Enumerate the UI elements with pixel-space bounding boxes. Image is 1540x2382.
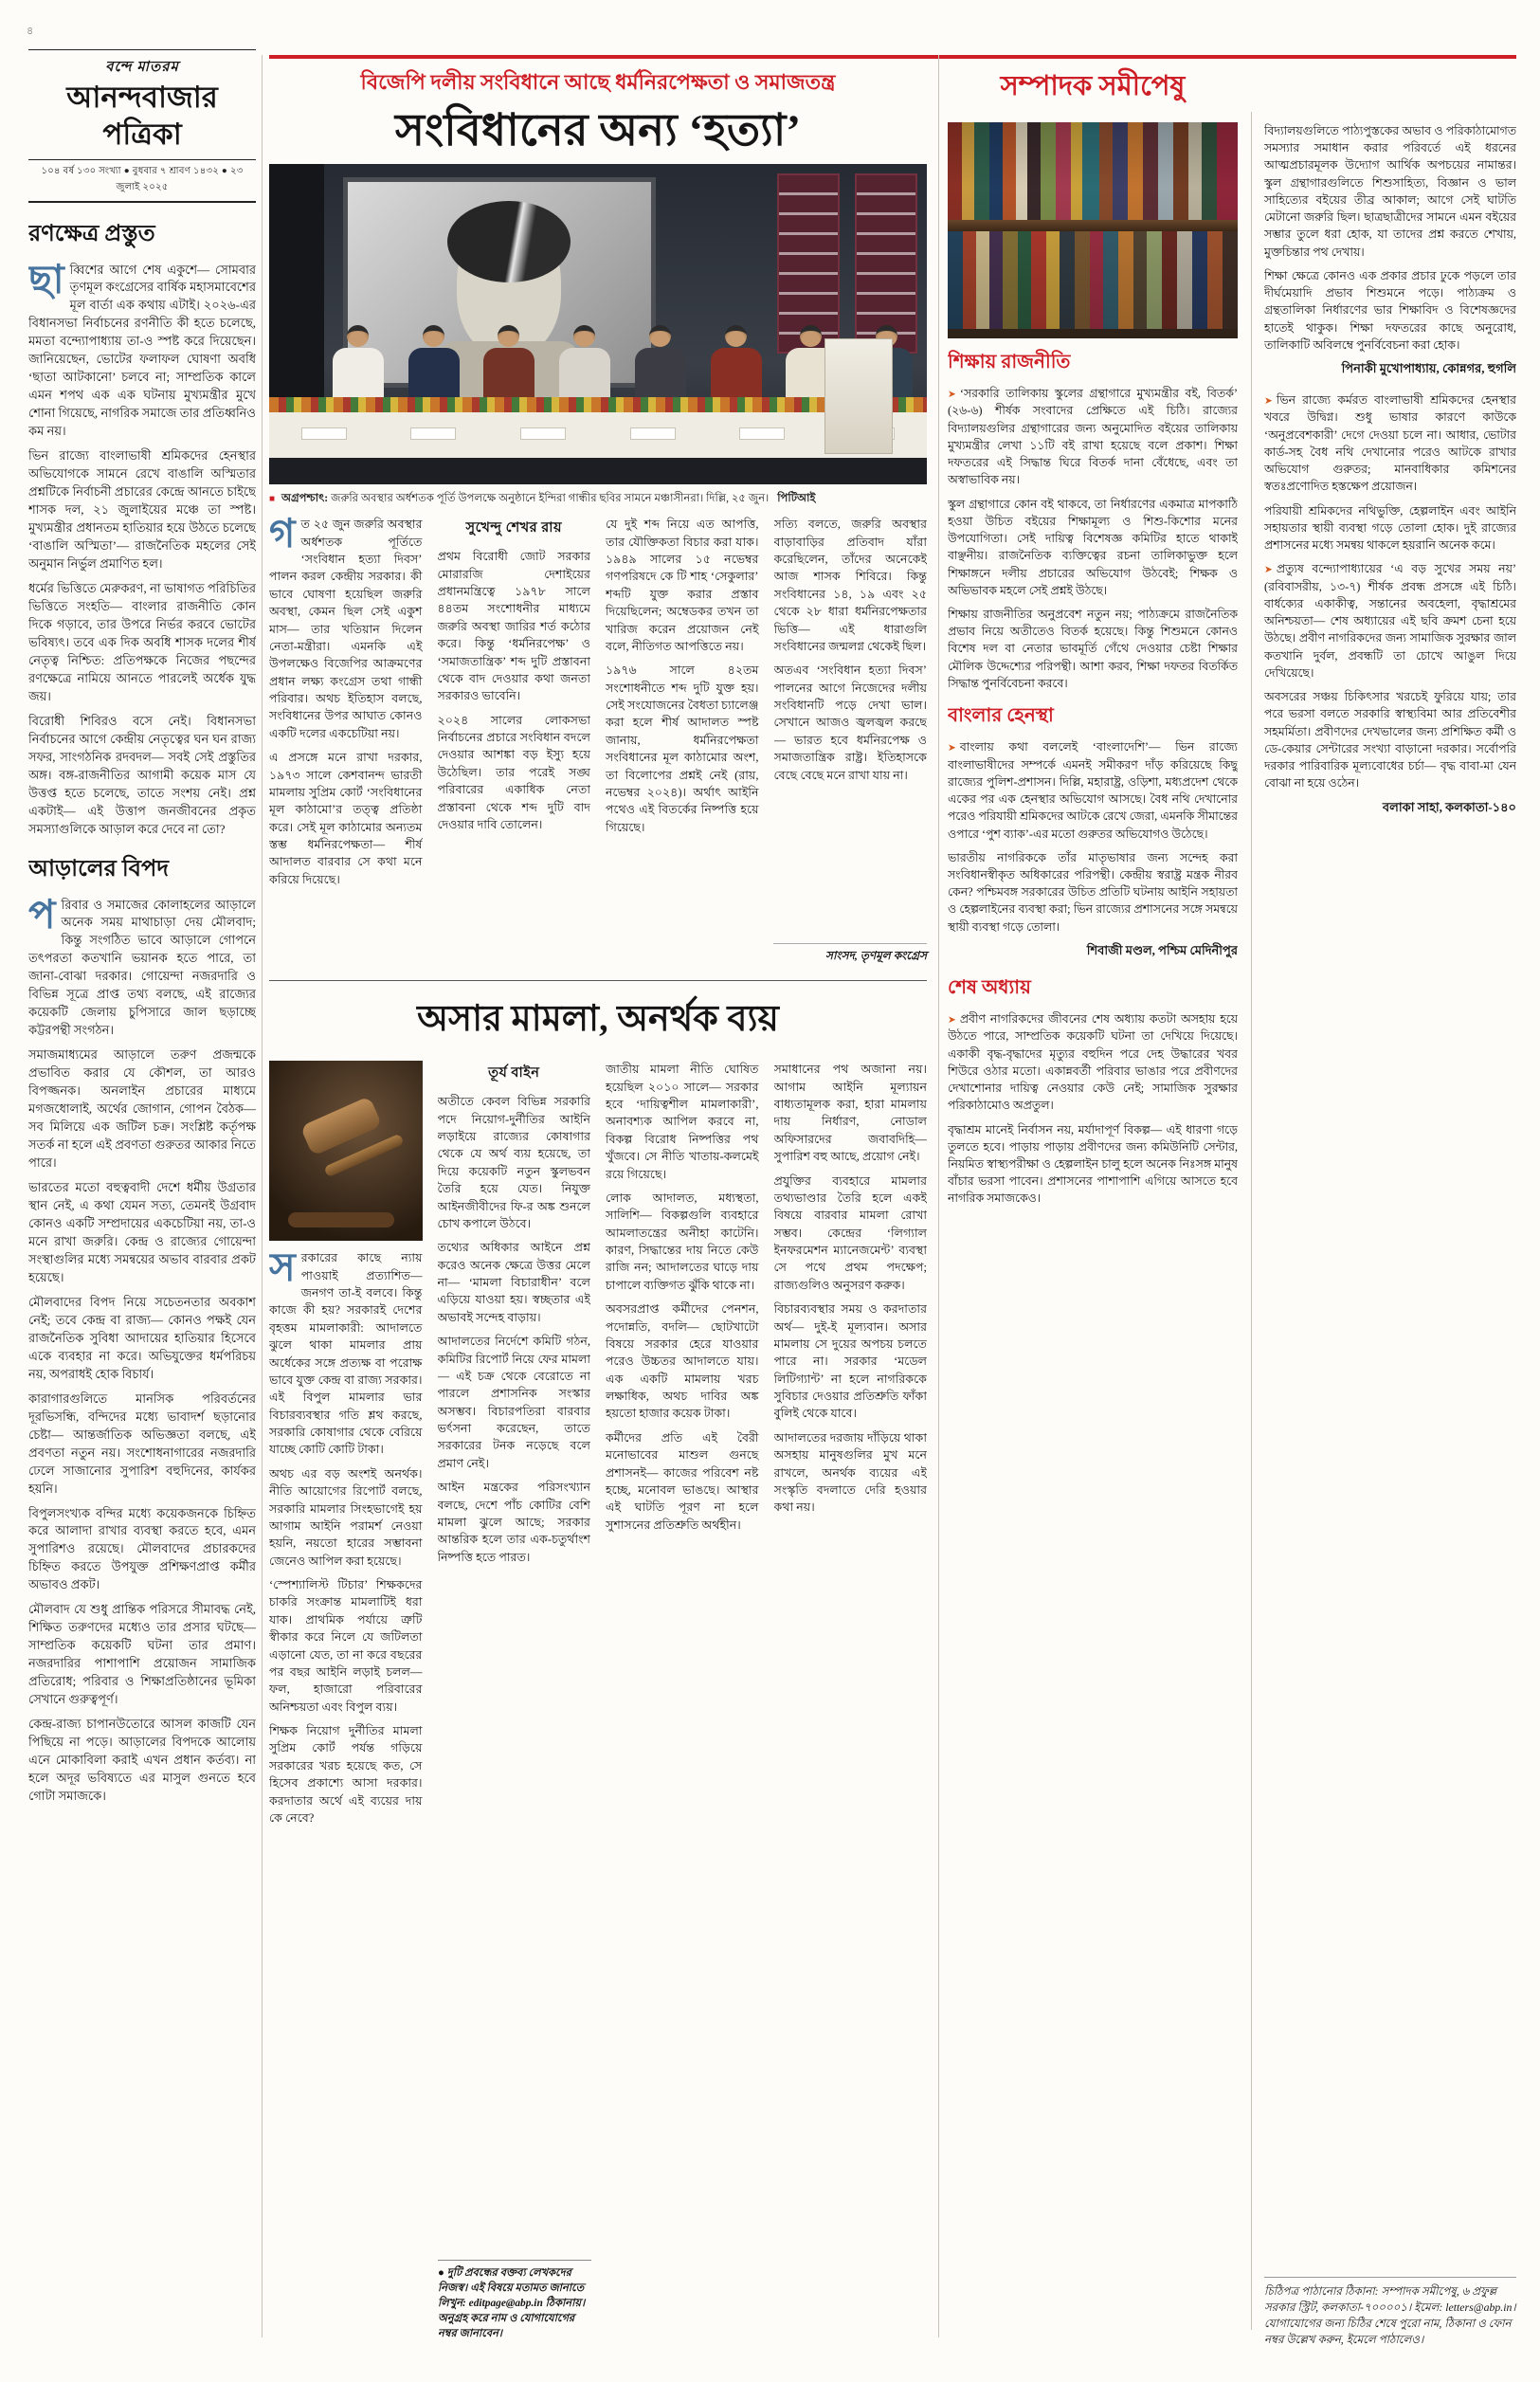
paragraph: অবসরপ্রাপ্ত কর্মীদের পেনশন, পদোন্নতি, বদলি— ছোটখাটো বিষয়ে সরকার হেরে যাওয়ার পরেও উচ্চতর আদালতে যায়। এক একটি মামলায় খরচ লক্ষাধিক, অথচ দাবির অঙ্ক হয়তো হাজার কয়েক টাকা। <box>606 1302 759 1421</box>
paragraph: ➤ প্রবীণ নাগরিকদের জীবনের শেষ অধ্যায় কতটা অসহায় হয়ে উঠতে পারে, সাম্প্রতিক কয়েকটি ঘটনা তা দেখিয়ে দিয়েছে। একাকী বৃদ্ধ-বৃদ্ধাদের মৃত্যুর বহুদিন পরে দেহ উদ্ধারের খবর শিউরে ওঠার মতো। একান্নবর্তী পরিবার ভাঙার পরে প্রবীণদের দেখাশোনার দায়িত্ব নেওয়ার কেউ নেই; সামাজিক সুরক্ষার পরিকাঠামোও অপ্রতুল। <box>948 1011 1238 1113</box>
paragraph: স্কুল গ্রন্থাগারে কোন বই থাকবে, তা নির্ধারণের একমাত্র মাপকাঠি হওয়া উচিত বইয়ের শিক্ষামূল্য ও শিশু-কিশোর মনের উপযোগিতা। সেই দায়িত্ব বিশেষজ্ঞ কমিটির হাতে থাকাই বাঞ্ছনীয়। রাজনৈতিক ব্যক্তিত্বের রচনা তালিকাভুক্ত হলে শিক্ষাঙ্গনে দলীয় প্রচারের অভিযোগ উঠবেই; শিক্ষক ও অভিভাবক মহলে সেই প্রশ্নই উঠছে। <box>948 497 1238 597</box>
bookshelf-shade <box>948 122 1238 338</box>
article-column-3 <box>606 516 759 967</box>
paragraph: বিপুলসংখ্যক বন্দির মধ্যে কয়েকজনকে চিহ্নিত করে আলাদা রাখার ব্যবস্থা করতে হবে, এমন সুপারিশও রয়েছে। মৌলবাদের প্রচারকদের চিহ্নিত করতে উপযুক্ত প্রশিক্ষণপ্রাপ্ত কর্মীর অভাবও প্রকট। <box>28 1505 256 1592</box>
event-photo <box>269 164 927 484</box>
masthead-dateline: ১০৪ বর্ষ ১৩০ সংখ্যা ● বুধবার ৭ শ্রাবণ ১৪৩২ ● ২৩ জুলাই ২০২৫ <box>28 160 256 203</box>
stage-floor <box>269 458 927 484</box>
photo-person <box>556 325 613 397</box>
paragraph: ছাব্বিশের আগে শেষ একুশে— সোমবার তৃণমূল কংগ্রেসের বার্ষিক মহাসমাবেশের মূল বার্তা এক কথায় এটাই। ২০২৬-এর বিধানসভা নির্বাচনের রণনীতি কী হতে চলেছে, মমতা বন্দ্যোপাধ্যায় তা-ও স্পষ্ট করে দিয়েছেন। জানিয়েছেন, ভোটের ফলাফল ঘোষণা অবধি ‘ছাতা আটকানো’ চলবে না; সাম্প্রতিক কালে এমন শপথ এক এক ঘটনায় মুখ্যমন্ত্রীর মুখে শোনা গিয়েছে, নাগরিক সমাজে তার প্রতিধ্বনিও কম নয়। <box>28 261 256 439</box>
paragraph: পরিযায়ী শ্রমিকদের নথিভুক্তি, হেল্পলাইন এবং আইনি সহায়তার স্থায়ী ব্যবস্থা গড়ে তোলা হোক। দুই রাজ্যের প্রশাসনের মধ্যে সমন্বয় থাকলে হয়রানি অনেক কমে। <box>1264 503 1516 553</box>
paragraph: শিক্ষা ক্ষেত্রে কোনও এক প্রকার প্রচার ঢুকে পড়লে তার দীর্ঘমেয়াদি প্রভাব শিশুমনে পড়ে। পাঠ্যক্রম ও গ্রন্থতালিকা নির্ধারণের ভার শিক্ষাবিদ ও বিশেষজ্ঞদের হাতেই থাকুক। শিক্ষা দফতরের কাছে অনুরোধ, তালিকাটি অবিলম্বে পুনর্বিবেচনা করা হোক। <box>1264 268 1516 352</box>
editorial-second <box>28 851 256 2354</box>
dropcap: গ <box>269 516 296 557</box>
article-byline: সুখেন্দু শেখর রায় <box>465 520 562 536</box>
paragraph: অথচ এর বড় অংশই অনর্থক। নীতি আয়োগের রিপোর্ট বলছে, সরকারি মামলার সিংহভাগেই হয় আগাম আইনি পরামর্শ নেওয়া হয়নি, নয়তো হারের সম্ভাবনা জেনেও আপিল করা হয়েছে। <box>269 1466 423 1568</box>
paragraph: আইন মন্ত্রকের পরিসংখ্যান বলছে, দেশে পাঁচ কোটির বেশি মামলা ঝুলে আছে; সরকার আন্তরিক হলে তার এক-চতুর্থাংশ নিষ্পত্তি হতে পারত। <box>437 1481 590 1564</box>
paragraph: ১৯৭৬ সালে ৪২তম সংশোধনীতে শব্দ দুটি যুক্ত হয়। সেই সংযোজনের বৈধতা চ্যালেঞ্জ করা হলে শীর্ষ আদালত স্পষ্ট জানায়, ধর্মনিরপেক্ষতা সংবিধানের মূল কাঠামোর অংশ, তা বিলোপের প্রশ্নই নেই (রায়, নভেম্বর ২০২৪)। অর্থাৎ আইনি পথেও এই বিতর্কের নিষ্পত্তি হয়ে গিয়েছে। <box>606 664 759 834</box>
paragraph: ➤ প্রত্যুষ বন্দ্যোপাধ্যায়ের ‘এ বড় সুখের সময় নয়’ (রবিবাসরীয়, ১৩-৭) শীর্ষক প্রবন্ধ প্রসঙ্গে এই চিঠি। বার্ধক্যের একাকীত্ব, সন্তানের অবহেলা, বৃদ্ধাশ্রমের অনিশ্চয়তা— শেষ অধ্যায়ের এই ছবি ক্রমশ চেনা হয়ে উঠছে। প্রবীণ নাগরিকদের জন্য সামাজিক সুরক্ষার জাল কতখানি দুর্বল, প্রবন্ধটি তা চোখে আঙুল দিয়ে দেখিয়েছে। <box>1264 562 1516 680</box>
letter-signature: পিনাকী মুখোপাধ্যায়, কোন্নগর, হুগলি <box>1341 361 1516 376</box>
photo-person <box>480 325 537 397</box>
arrow-bullet-icon: ➤ <box>1264 565 1273 576</box>
podium <box>824 338 893 454</box>
paragraph: গত ২৫ জুন জরুরি অবস্থার অর্ধশতক পূর্তিতে ‘সংবিধান হত্যা দিবস’ পালন করল কেন্দ্রীয় সরকার। কী ভাবে ঘোষণা হয়েছিল জরুরি অবস্থা, কেমন ছিল সেই একুশ মাস— তার খতিয়ান দিলেন নেতা-মন্ত্রীরা। এমনকি এই উপলক্ষেও বিজেপির আক্রমণের প্রধান লক্ষ্য কংগ্রেস তথা গান্ধী পরিবার। অথচ ইতিহাস বলছে, সংবিধানের উপর আঘাত কোনও একটি দলের একচেটিয়া নয়। <box>269 516 423 740</box>
paragraph: ➤ ‘সরকারি তালিকায় স্কুলের গ্রন্থাগারে মুখ্যমন্ত্রীর বই, বিতর্ক’ (২৬-৬) শীর্ষক সংবাদের প্রেক্ষিতে এই চিঠি। রাজ্যের বিদ্যালয়গুলির গ্রন্থাগারের জন্য অনুমোদিত বইয়ের তালিকায় মুখ্যমন্ত্রীর লেখা ১১টি বই রাখা হয়েছে বলে প্রকাশ। শিক্ষা দফতরের এই সিদ্ধান্ত ঘিরে বিতর্ক দানা বেঁধেছে, এবং তা অস্বাভাবিক নয়। <box>948 387 1238 487</box>
paragraph: ভারতীয় নাগরিককে তাঁর মাতৃভাষার জন্য সন্দেহ করা সংবিধানস্বীকৃত অধিকারের পরিপন্থী। কেন্দ্রীয় স্বরাষ্ট্র মন্ত্রক নীরব কেন? পশ্চিমবঙ্গ সরকারের উচিত প্রতিটি ঘটনায় আইনি সহায়তা ও হেল্পলাইনের ব্যবস্থা করা; ভিন রাজ্যের প্রশাসনের সঙ্গে সমন্বয়ে স্থায়ী ব্যবস্থা গড়ে তোলা। <box>948 850 1238 934</box>
editorial-footnote: ● দুটি প্রবন্ধের বক্তব্য লেখকদের নিজস্ব। এই বিষয়ে মতামত জানাতে লিখুন: editpage@abp.in ঠিকানায়। অনুগ্রহ করে নাম ও যোগাযোগের নম্বর জানাবেন। <box>438 2260 591 2342</box>
article-column-4 <box>774 1061 928 2342</box>
paragraph: অতএব ‘সংবিধান হত্যা দিবস’ পালনের আগে নিজেদের দলীয় সংবিধানটি পড়ে দেখা ভাল। সেখানে আজও জ্বলজ্বল করছে— ভারত হবে ধর্মনিরপেক্ষ ও সমাজতান্ত্রিক রাষ্ট্র। ইতিহাসকে বেছে বেছে মনে রাখা যায় না। <box>773 664 927 782</box>
paragraph: প্রথম বিরোধী জোট সরকার মোরারজি দেশাইয়ের প্রধানমন্ত্রিত্বে ১৯৭৮ সালে ৪৪তম সংশোধনীর মাধ্যমে জরুরি অবস্থা জারির শর্ত কঠোর করে। কিন্তু ‘ধর্মনিরপেক্ষ’ ও ‘সমাজতান্ত্রিক’ শব্দ দুটি প্রস্তাবনা থেকে বাদ দেওয়ার কথা জনতা সরকারও ভাবেনি। <box>437 550 590 703</box>
photo-person <box>330 325 387 397</box>
dropcap: স <box>269 1246 296 1291</box>
paragraph: আদালতের দরজায় দাঁড়িয়ে থাকা অসহায় মানুষগুলির মুখ মনে রাখলে, অনর্থক ব্যয়ের এই সংস্কৃতি বদলাতে দেরি হওয়ার কথা নয়। <box>773 1430 927 1515</box>
paragraph: মৌলবাদের বিপদ নিয়ে সচেতনতার অবকাশ নেই; তবে কেন্দ্র বা রাজ্য— কোনও পক্ষই যেন রাজনৈতিক সুবিধা আদায়ের হাতিয়ার হিসেবে একে ব্যবহার না করে। অভিযুক্তের ধর্মপরিচয় নয়, অপরাধই হোক বিচার্য। <box>28 1294 256 1381</box>
paragraph: বিরোধী শিবিরও বসে নেই। বিধানসভা নির্বাচনের আগে কেন্দ্রীয় নেতৃত্বের ঘন ঘন রাজ্য সফর, সাংগঠনিক রদবদল— সবই সেই প্রস্তুতির অঙ্গ। বঙ্গ-রাজনীতির আগামী কয়েক মাস যে উত্তপ্ত হতে চলেছে, তাতে সংশয় নেই। প্রশ্ন একটাই— এই উত্তাপ জনজীবনের প্রকৃত সমস্যাগুলিকে আড়াল করে দেবে না তো? <box>28 713 256 836</box>
paragraph: ২০২৪ সালের লোকসভা নির্বাচনের প্রচারে সংবিধান বদলে দেওয়ার আশঙ্কা বড় ইস্যু হয়ে উঠেছিল। তার পরেই সঙ্ঘ পরিবারের একাধিক নেতা প্রস্তাবনা থেকে শব্দ দুটি বাদ দেওয়ার দাবি তোলেন। <box>437 713 590 831</box>
letters-columns <box>948 122 1516 2348</box>
letters-column-a <box>948 122 1238 2348</box>
second-article-columns <box>269 1061 927 2342</box>
editorial-first-body <box>28 262 256 842</box>
paragraph: ➤ ভিন রাজ্যে কর্মরত বাংলাভাষী শ্রমিকদের হেনস্থার খবরে উদ্বিগ্ন। শুধু ভাষার কারণে কাউকে ‘অনুপ্রবেশকারী’ দেগে দেওয়া চলে না। আধার, ভোটার কার্ড-সহ বৈধ নথি দেখানোর পরেও আটকে রাখার অভিযোগ গুরুতর; মানবাধিকার কমিশনের স্বতঃপ্রণোদিত হস্তক্ষেপ প্রয়োজন। <box>1264 393 1516 494</box>
photo-person <box>708 325 765 397</box>
paragraph: এ প্রসঙ্গে মনে রাখা দরকার, ১৯৭৩ সালে কেশবানন্দ ভারতী মামলায় সুপ্রিম কোর্ট ‘সংবিধানের মূল কাঠামো’র তত্ত্ব প্রতিষ্ঠা করে। সেই মূল কাঠামোর অন্যতম স্তম্ভ ধর্মনিরপেক্ষতা— শীর্ষ আদালত বারবার সে কথা মনে করিয়ে দিয়েছে। <box>269 751 423 886</box>
letter-subhead: বাংলার হেনস্থা <box>948 705 1054 727</box>
paragraph: শিক্ষক নিয়োগ দুর্নীতির মামলা সুপ্রিম কোর্ট পর্যন্ত গড়িয়ে সরকারের খরচ হয়েছে কত, সে হিসেব প্রকাশ্যে আসা দরকার। করদাতার অর্থে এই ব্যয়ের দায় কে নেবে? <box>269 1724 423 1825</box>
paragraph: ভিন রাজ্যে বাংলাভাষী শ্রমিকদের হেনস্থার অভিযোগকে সামনে রেখে বাঙালি অস্মিতার প্রশ্নটিকে নির্বাচনী প্রচারের কেন্দ্রে আনতে চাইছে শাসক দল, ২১ জুলাইয়ের মঞ্চে তা স্পষ্ট। মুখ্যমন্ত্রীর প্রধানতম হাতিয়ার হয়ে উঠতে চলেছে ‘বাঙালি অস্মিতা’— রাজনৈতিক মহলের সেই অনুমান নির্ভুল প্রমাণিত হল। <box>28 448 256 571</box>
caption-credit: পিটিআই <box>777 492 816 505</box>
article-byline: তূর্য বাইন <box>488 1065 540 1082</box>
arrow-bullet-icon: ➤ <box>948 1014 956 1026</box>
caption-marker: ■ <box>269 494 276 505</box>
paragraph: আদালতের নির্দেশে কমিটি গঠন, কমিটির রিপোর্ট নিয়ে ফের মামলা— এই চক্র থেকে বেরোতে না পারলে প্রশাসনিক সংস্কার অসম্ভব। বিচারপতিরা বারবার ভর্ৎসনা করেছেন, তাতে সরকারের টনক নড়েছে বলে প্রমাণ নেই। <box>437 1335 590 1470</box>
masthead-title: আনন্দবাজার পত্রিকা <box>28 80 256 160</box>
paragraph: ➤ বাংলায় কথা বললেই ‘বাংলাদেশি’— ভিন রাজ্যে বাংলাভাষীদের সম্পর্কে এমনই সমীকরণ দাঁড় করিয়েছে কিছু রাজ্যের পুলিশ-প্রশাসন। দিল্লি, মহারাষ্ট্র, ওড়িশা, মধ্যপ্রদেশ থেকে একের পর এক হেনস্থার অভিযোগ আসছে। বৈধ নথি দেখানোর পরেও পরিযায়ী শ্রমিকদের আটকে রেখে জেরা, এমনকি সীমান্তের ওপারে ‘পুশ ব্যাক’-এর মতো গুরুতর অভিযোগও উঠেছে। <box>948 740 1238 841</box>
left-column <box>28 49 256 2353</box>
caption-label: অগ্রপশ্চাৎ: <box>281 492 329 505</box>
dropcap: ছা <box>28 261 64 302</box>
paragraph: ভারতের মতো বহুত্ববাদী দেশে ধর্মীয় উগ্রতার স্থান নেই, এ কথা যেমন সত্য, তেমনই উগ্রবাদ কোনও একটি সম্প্রদায়ের একচেটিয়া নয়, তা-ও মনে রাখা জরুরি। কেন্দ্র ও রাজ্যের গোয়েন্দা সংস্থাগুলির মধ্যে সমন্বয়ের অভাব বারবার প্রকট হয়েছে। <box>28 1180 256 1284</box>
gavel-photo <box>269 1061 423 1241</box>
article-column-1 <box>269 516 423 967</box>
caption-text: জরুরি অবস্থার অর্ধশতক পূর্তি উপলক্ষে অনুষ্ঠানে ইন্দিরা গান্ধীর ছবির সামনে মঞ্চাসীনরা। দিল্লি, ২৫ জুন। <box>331 492 770 505</box>
photo-caption <box>269 491 927 506</box>
letters-header: সম্পাদক সমীপেষু <box>1000 71 1186 101</box>
letters-column-b <box>1264 122 1516 2348</box>
paragraph: কেন্দ্র-রাজ্য চাপানউতোরে আসল কাজটি যেন পিছিয়ে না পড়ে। আড়ালের বিপদকে আলোয় এনে মোকাবিলা করাই এখন প্রধান কর্তব্য। না হলে অদূর ভবিষ্যতে এর মাসুল গুনতে হবে গোটা সমাজকে। <box>28 1717 256 1804</box>
paragraph: লোক আদালত, মধ্যস্থতা, সালিশি— বিকল্পগুলি ব্যবহারে আমলাতন্ত্রের অনীহা কাটেনি। কারণ, সিদ্ধান্তের দায় নিতে কেউ রাজি নন; আদালতের ঘাড়ে দায় চাপালে ব্যক্তিগত ঝুঁকি থাকে না। <box>606 1191 759 1292</box>
editorial-first <box>28 216 256 842</box>
paragraph: বৃদ্ধাশ্রম মানেই নির্বাসন নয়, মর্যাদাপূর্ণ বিকল্প— এই ধারণা গড়ে তুলতে হবে। পাড়ায় পাড়ায় প্রবীণদের জন্য কমিউনিটি সেন্টার, নিয়মিত স্বাস্থ্যপরীক্ষা ও হেল্পলাইন চালু হলে অনেক নিঃসঙ্গ মানুষ বাঁচার ভরসা পাবেন। প্রশাসনের পাশাপাশি এগিয়ে আসতে হবে নাগরিক সমাজকেও। <box>948 1122 1238 1206</box>
article-column-2 <box>438 1061 591 2342</box>
article-column-3 <box>606 1061 759 2342</box>
photo-person <box>632 325 689 397</box>
paragraph: কর্মীদের প্রতি এই বৈরী মনোভাবের মাশুল গুনছে প্রশাসনই— কাজের পরিবেশ নষ্ট হচ্ছে, মনোবল ভাঙছে। আস্থার এই ঘাটতি পূরণ না হলে সুশাসনের প্রতিশ্রুতি অর্থহীন। <box>606 1430 759 1532</box>
author-tag: সাংসদ, তৃণমূল কংগ্রেস <box>773 943 927 967</box>
gavel-sound-block <box>288 1212 394 1227</box>
column-divider-right <box>938 55 939 2337</box>
editorial-second-body <box>28 897 256 2354</box>
letters-address-note: চিঠিপত্র পাঠানোর ঠিকানা: সম্পাদক সমীপেষু, ৬ প্রফুল্ল সরকার স্ট্রিট, কলকাতা-৭০০০০১। ইমেল: letters@abp.in। যোগাযোগের জন্য চিঠির শেষে পুরো নাম, ঠিকানা ও ফোন নম্বর উল্লেখ করুন, ইমেলে পাঠালেও। <box>1264 2277 1516 2348</box>
second-article-title: অসার মামলা, অনর্থক ব্যয় <box>417 999 779 1040</box>
column-text <box>269 1246 423 1827</box>
paragraph: জাতীয় মামলা নীতি ঘোষিত হয়েছিল ২০১০ সালে— সরকার হবে ‘দায়িত্বশীল মামলাকারী’, অনাবশ্যক আপিল করবে না, বিকল্প বিরোধ নিষ্পত্তির পথ খুঁজবে। সে নীতি খাতায়-কলমেই রয়ে গিয়েছে। <box>606 1063 759 1181</box>
letter-subhead: শিক্ষায় রাজনীতি <box>948 352 1071 373</box>
article-column-4 <box>774 516 928 967</box>
paragraph: অতীতে কেবল বিভিন্ন সরকারি পদে নিয়োগ-দুর্নীতির আইনি লড়াইয়ে রাজ্যের কোষাগার থেকে যে অর্থ ব্যয় হয়েছে, তা দিয়ে কয়েকটি নতুন স্কুলভবন তৈরি হয়ে যেত। নিযুক্ত আইনজীবীদের ফি-র অঙ্ক শুনলে চোখ কপালে উঠবে। <box>437 1095 590 1230</box>
arrow-bullet-icon: ➤ <box>1264 396 1273 408</box>
column-text <box>948 348 1238 1208</box>
lead-strap: বিজেপি দলীয় সংবিধানে আছে ধর্মনিরপেক্ষতা ও সমাজতন্ত্র <box>360 70 836 94</box>
article-column-2 <box>438 516 591 967</box>
paragraph: পরিবার ও সমাজের কোলাহলের আড়ালে অনেক সময় মাথাচাড়া দেয় মৌলবাদ; কিন্তু সংগঠিত ভাবে আড়ালে গোপনে তৎপরতা কতখানি ভয়ানক হতে পারে, তা জানা-বোঝা দরকার। গোয়েন্দা নজরদারি ও বিভিন্ন সূত্রে প্রাপ্ত তথ্য বলছে, এই রাজ্যের কয়েকটি জেলায় চুপিসারে জাল ছড়াচ্ছে কট্টরপন্থী সংগঠন। <box>28 896 256 1038</box>
arrow-bullet-icon: ➤ <box>948 743 956 755</box>
paragraph: বিদ্যালয়গুলিতে পাঠ্যপুস্তকের অভাব ও পরিকাঠামোগত সমস্যার সমাধান করার পরিবর্তে এই ধরনের আত্মপ্রচারমূলক উদ্যোগ আর্থিক অপচয়ের নামান্তর। স্কুল গ্রন্থাগারগুলিতে শিশুসাহিত্য, বিজ্ঞান ও ভাল সাহিত্যের বইয়ের তীব্র আকাল; আগে সেই ঘাটতি মেটানো জরুরি ছিল। ছাত্রছাত্রীদের সামনে এমন বইয়ের সম্ভার তুলে ধরা হোক, যা তাদের প্রশ্ন করতে শেখায়, মুক্তচিন্তার পথ দেখায়। <box>1264 124 1516 259</box>
editorial-second-title: আড়ালের বিপদ <box>28 856 169 882</box>
books-photo <box>948 122 1238 338</box>
letter-subhead: শেষ অধ্যায় <box>948 976 1031 998</box>
paragraph: প্রযুক্তির ব্যবহারে মামলার তথ্যভাণ্ডার তৈরি হলে একই বিষয়ে বারবার মামলা রোখা সম্ভব। কেন্দ্রের ‘লিগ্যাল ইনফরমেশন ম্যানেজমেন্ট’ ব্যবস্থা সে পথে প্রথম পদক্ষেপ; রাজ্যগুলিও অনুসরণ করুক। <box>773 1173 927 1292</box>
paragraph: যে দুই শব্দ নিয়ে এত আপত্তি, তার যৌক্তিকতা বিচার করা যাক। ১৯৪৯ সালের ১৫ নভেম্বর গণপরিষদে কে টি শাহ ‘সেকুলার’ শব্দটি যুক্ত করার প্রস্তাব দিয়েছিলেন; অম্বেডকর তখন তা খারিজ করেন প্রয়োজন নেই বলে, নীতিগত আপত্তিতে নয়। <box>606 518 759 653</box>
paragraph: ‘স্পেশ্যালিস্ট টিচার’ শিক্ষকদের চাকরি সংক্রান্ত মামলাটিই ধরা যাক। প্রাথমিক পর্যায়ে ত্রুটি স্বীকার করে নিলে যে জটিলতা এড়ানো যেত, তা না করে বছরের পর বছর আইনি লড়াই চলল— ফল, হাজারো পরিবারের অনিশ্চয়তা এবং বিপুল ব্যয়। <box>269 1578 423 1714</box>
letter-signature: শিবাজী মণ্ডল, পশ্চিম মেদিনীপুর <box>1086 942 1238 957</box>
article-divider <box>269 980 927 981</box>
paragraph: সমাধানের পথ অজানা নয়। আগাম আইনি মূল্যায়ন বাধ্যতামূলক করা, হারা মামলায় দায় নির্ধারণ, নোডাল অফিসারদের জবাবদিহি— সুপারিশ বহু আছে, প্রয়োগ নেই। <box>773 1063 927 1164</box>
photo-person <box>406 325 462 397</box>
dropcap: প <box>28 896 56 937</box>
paragraph: বিচারব্যবস্থার সময় ও করদাতার অর্থ— দুই-ই মূল্যবান। অসার মামলায় সে দুয়ের অপচয় চলতে পারে না। সরকার ‘মডেল লিটিগ্যান্ট’ না হলে নাগরিককে সুবিচার দেওয়ার প্রতিশ্রুতি ফাঁকা বুলিই থেকে যাবে। <box>773 1302 927 1421</box>
portrait-hair <box>447 201 571 282</box>
paragraph: সরকারের কাছে ন্যায় পাওয়াই প্রত্যাশিত— জনগণ তা-ই বলবে। কিন্তু কাজে কী হয়? সরকারই দেশের বৃহত্তম মামলাকারী: আদালতে ঝুলে থাকা মামলার প্রায় অর্ধেকের সঙ্গে প্রত্যক্ষ বা পরোক্ষ ভাবে যুক্ত কেন্দ্র বা রাজ্য সরকার। এই বিপুল মামলার ভার বিচারব্যবস্থার গতি শ্লথ করছে, সরকারি কোষাগার থেকে বেরিয়ে যাচ্ছে কোটি কোটি টাকা। <box>269 1246 423 1457</box>
center-column <box>269 59 927 2342</box>
arrow-bullet-icon: ➤ <box>948 390 956 400</box>
letters-section <box>948 59 1516 2348</box>
paragraph: অবসরের সঞ্চয় চিকিৎসার খরচেই ফুরিয়ে যায়; তার পরে ভরসা বলতে সরকারি স্বাস্থ্যবিমা আর প্রতিবেশীর সহমর্মিতা। প্রবীণদের দেখভালের জন্য প্রশিক্ষিত কর্মী ও ডে-কেয়ার সেন্টারের সংখ্যা বাড়ানো দরকার। সর্বোপরি দরকার পারিবারিক মূল্যবোধের চর্চা— বৃদ্ধ বাবা-মা যেন বোঝা না হয়ে ওঠেন। <box>1264 690 1516 791</box>
lead-title: সংবিধানের অন্য ‘হত্যা’ <box>394 106 802 155</box>
column-divider-left <box>262 55 263 2337</box>
masthead-slogan: বন্দে মাতরম <box>105 60 179 75</box>
paragraph: মৌলবাদ যে শুধু প্রান্তিক পরিসরে সীমাবদ্ধ নেই, শিক্ষিত তরুণদের মধ্যেও তার প্রসার ঘটছে— সাম্প্রতিক কয়েকটি ঘটনা তার প্রমাণ। নজরদারির পাশাপাশি প্রয়োজন সামাজিক প্রতিরোধ; পরিবার ও শিক্ষাপ্রতিষ্ঠানের ভূমিকা সেখানে গুরুত্বপূর্ণ। <box>28 1602 256 1707</box>
page-number: ৪ <box>27 26 34 37</box>
paragraph: শিক্ষায় রাজনীতির অনুপ্রবেশ নতুন নয়; পাঠ্যক্রমে রাজনৈতিক প্রভাব নিয়ে অতীতেও বিতর্ক হয়েছে। কিন্তু শিশুমনে কোনও বিশেষ দল বা নেতার ভাবমূর্তি গেঁথে দেওয়ার চেষ্টা শিক্ষার মৌলিক উদ্দেশ্যের পরিপন্থী। আশা করব, শিক্ষা দফতর বিতর্কিত সিদ্ধান্ত পুনর্বিবেচনা করবে। <box>948 608 1238 690</box>
paragraph: সমাজমাধ্যমের আড়ালে তরুণ প্রজন্মকে প্রভাবিত করার যে কৌশল, তা আরও বিপজ্জনক। অনলাইন প্রচারের মাধ্যমে মগজধোলাই, অর্থের জোগান, গোপন বৈঠক— সব মিলিয়ে এক জটিল চক্র। সংশ্লিষ্ট কর্তৃপক্ষ সতর্ক না হলে এই প্রবণতা গুরুতর আকার নিতে পারে। <box>28 1047 256 1171</box>
letter-signature: বলাকা সাহা, কলকাতা-১৪০ <box>1382 799 1516 814</box>
paragraph: তথ্যের অধিকার আইনে প্রশ্ন করেও অনেক ক্ষেত্রে উত্তর মেলে না— ‘মামলা বিচারাধীন’ বলে এড়িয়ে যাওয়া হয়। স্বচ্ছতার এই অভাবই সন্দেহ বাড়ায়। <box>437 1241 590 1324</box>
paragraph: কারাগারগুলিতে মানসিক পরিবর্তনের দূরভিসন্ধি, বন্দিদের মধ্যে ভাবাদর্শ ছড়ানোর চেষ্টা— আন্তর্জাতিক অভিজ্ঞতা বলছে, এই প্রবণতা নতুন নয়। সংশোধনাগারের নজরদারি ঢেলে সাজানোর সুপারিশ বহুদিনের, কার্যকর হয়নি। <box>28 1391 256 1496</box>
article-column-1 <box>269 1061 423 2342</box>
masthead <box>28 49 256 203</box>
paragraph: ধর্মের ভিত্তিতে মেরুকরণ, না ভাষাগত পরিচিতির ভিত্তিতে সংহতি— বাংলার রাজনীতি কোন দিকে গড়াবে, তার উপরে নির্ভর করবে ভোটের ভবিষ্যৎ। তবে এক দিক অবধি শাসক দলের শীর্ষ নেতৃত্ব নিশ্চিত: প্রতিপক্ষকে নিজের পছন্দের রণক্ষেত্রে নামিয়ে আনতে পারলেই অর্ধেক যুদ্ধ জয়। <box>28 580 256 703</box>
editorial-first-title: রণক্ষেত্র প্রস্তুত <box>28 221 155 246</box>
lead-article-columns <box>269 516 927 967</box>
paragraph: সত্যি বলতে, জরুরি অবস্থার বাড়াবাড়ির প্রতিবাদ যাঁরা করেছিলেন, তাঁদের অনেকেই আজ শাসক শিবিরে। কিন্তু সংবিধানের ১৪, ১৯ এবং ২৫ থেকে ২৮ ধারা ধর্মনিরপেক্ষতার ভিত্তি— এই ধারাগুলি সংবিধানের জন্মলগ্ন থেকেই ছিল। <box>773 518 927 653</box>
